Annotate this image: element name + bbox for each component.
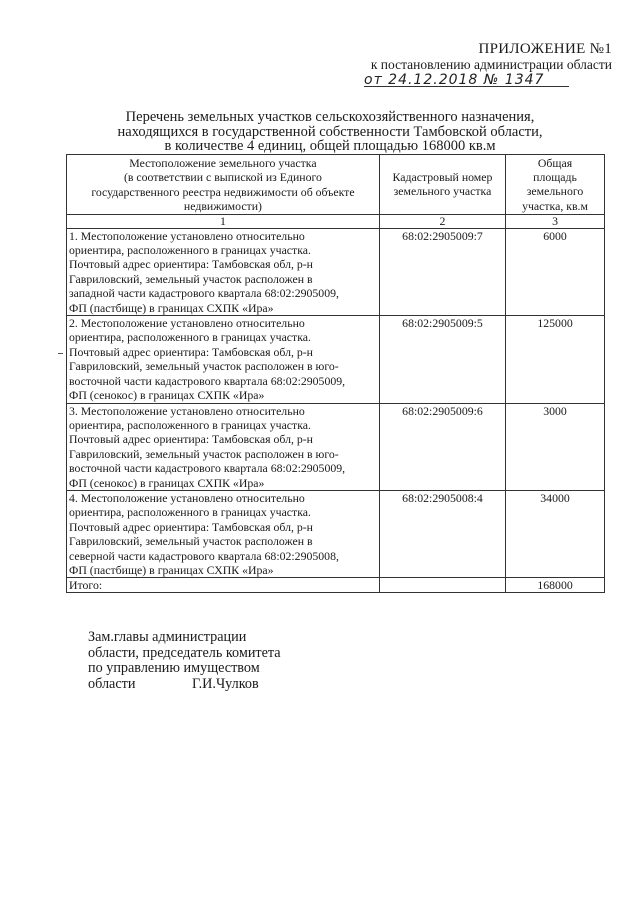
desc-line: Почтовый адрес ориентира: Тамбовская обл, р-н <box>69 519 313 534</box>
appendix-subtitle: к постановлению администрации области <box>370 57 612 72</box>
cadastral-number: 68:02:2905009:6 <box>379 403 505 490</box>
plot-area: 6000 <box>506 228 605 315</box>
total-label: Итого: <box>67 578 380 593</box>
table-header-row <box>67 155 605 215</box>
title-line: в количестве 4 единиц, общей площадью 168000 кв.м <box>164 138 496 154</box>
margin-mark <box>58 353 63 354</box>
header-area <box>506 155 605 215</box>
desc-line: Почтовый адрес ориентира: Тамбовская обл, р-н <box>69 344 313 359</box>
plot-description <box>67 316 380 403</box>
table-row <box>67 403 605 490</box>
cadastral-number: 68:02:2905009:7 <box>379 228 505 315</box>
desc-line: ФП (сенокос) в границах СХПК «Ира» <box>69 388 265 403</box>
desc-line: ориентира, расположенного в границах участка. <box>69 243 311 258</box>
appendix-title: ПРИЛОЖЕНИЕ №1 <box>478 41 612 57</box>
appendix-header <box>300 42 612 72</box>
desc-line: Гавриловский, земельный участок расположен в юго- <box>69 359 339 374</box>
header-line: недвижимости) <box>183 199 262 214</box>
desc-line: ФП (пастбище) в границах СХПК «Ира» <box>69 562 274 577</box>
cadastral-number: 68:02:2905009:5 <box>379 316 505 403</box>
plot-area: 3000 <box>506 403 605 490</box>
total-value: 168000 <box>506 578 605 593</box>
total-empty-cell <box>379 578 505 593</box>
header-line: земельного <box>526 184 584 199</box>
header-location <box>67 155 380 215</box>
header-line: государственного реестра недвижимости об объекте <box>91 184 355 199</box>
signature-line: области, председатель комитета <box>88 644 281 661</box>
table-row <box>67 228 605 315</box>
signatory-name: Г.И.Чулков <box>192 675 259 692</box>
total-row <box>67 578 605 593</box>
plot-description <box>67 403 380 490</box>
signature-block <box>88 630 348 692</box>
handwritten-underline <box>364 86 569 87</box>
desc-line: ФП (пастбище) в границах СХПК «Ира» <box>69 300 274 315</box>
desc-line: восточной части кадастрового квартала 68:02:2905009, <box>69 373 346 388</box>
plot-description <box>67 490 380 577</box>
desc-line: Почтовый адрес ориентира: Тамбовская обл, р-н <box>69 432 313 447</box>
desc-line: восточной части кадастрового квартала 68:02:2905009, <box>69 461 346 476</box>
desc-line: Почтовый адрес ориентира: Тамбовская обл, р-н <box>69 257 313 272</box>
column-number: 2 <box>379 214 505 228</box>
handwritten-text: от 24.12.2018 № 1347 <box>364 72 545 88</box>
signature-line: области <box>88 675 136 692</box>
land-plots-table <box>66 154 605 593</box>
title-line: находящихся в государственной собственности Тамбовской области, <box>117 123 543 140</box>
desc-line: Гавриловский, земельный участок расположен в <box>69 534 313 549</box>
title-line: Перечень земельных участков сельскохозяйственного назначения, <box>125 109 535 125</box>
column-number: 1 <box>67 214 380 228</box>
desc-line: ориентира, расположенного в границах участка. <box>69 417 311 432</box>
signature-line: Зам.главы администрации <box>88 629 247 645</box>
header-cadastral <box>379 155 505 215</box>
desc-line: ФП (сенокос) в границах СХПК «Ира» <box>69 475 265 490</box>
desc-line: 2. Местоположение установлено относительно <box>69 316 305 331</box>
header-line: Общая <box>537 155 573 170</box>
header-line: участка, кв.м <box>522 198 588 213</box>
desc-line: Гавриловский, земельный участок расположен в <box>69 271 313 286</box>
desc-line: Гавриловский, земельный участок расположен в юго- <box>69 446 339 461</box>
table-row <box>67 316 605 403</box>
header-line: земельного участка <box>393 184 492 199</box>
header-line: Кадастровый номер <box>392 169 493 184</box>
plot-description <box>67 228 380 315</box>
signature-last-line <box>88 677 348 693</box>
cadastral-number: 68:02:2905008:4 <box>379 490 505 577</box>
header-line: Местоположение земельного участка <box>129 156 317 170</box>
plot-area: 34000 <box>506 490 605 577</box>
handwritten-date-number <box>364 72 594 90</box>
column-number: 3 <box>506 214 605 228</box>
desc-line: 4. Местоположение установлено относительно <box>69 490 305 505</box>
document-title <box>95 110 565 154</box>
desc-line: ориентира, расположенного в границах участка. <box>69 330 311 345</box>
header-line: площадь <box>533 169 577 184</box>
desc-line: северной части кадастрового квартала 68:02:2905008, <box>69 548 339 563</box>
desc-line: ориентира, расположенного в границах участка. <box>69 505 311 520</box>
plot-area: 125000 <box>506 316 605 403</box>
column-numbers-row <box>67 214 605 228</box>
table-row <box>67 490 605 577</box>
desc-line: западной части кадастрового квартала 68:02:2905009, <box>69 286 339 301</box>
desc-line: 1. Местоположение установлено относительно <box>69 228 305 243</box>
signature-line: по управлению имуществом <box>88 660 260 676</box>
desc-line: 3. Местоположение установлено относительно <box>69 403 305 418</box>
header-line: (в соответствии с выпиской из Единого <box>123 170 322 185</box>
